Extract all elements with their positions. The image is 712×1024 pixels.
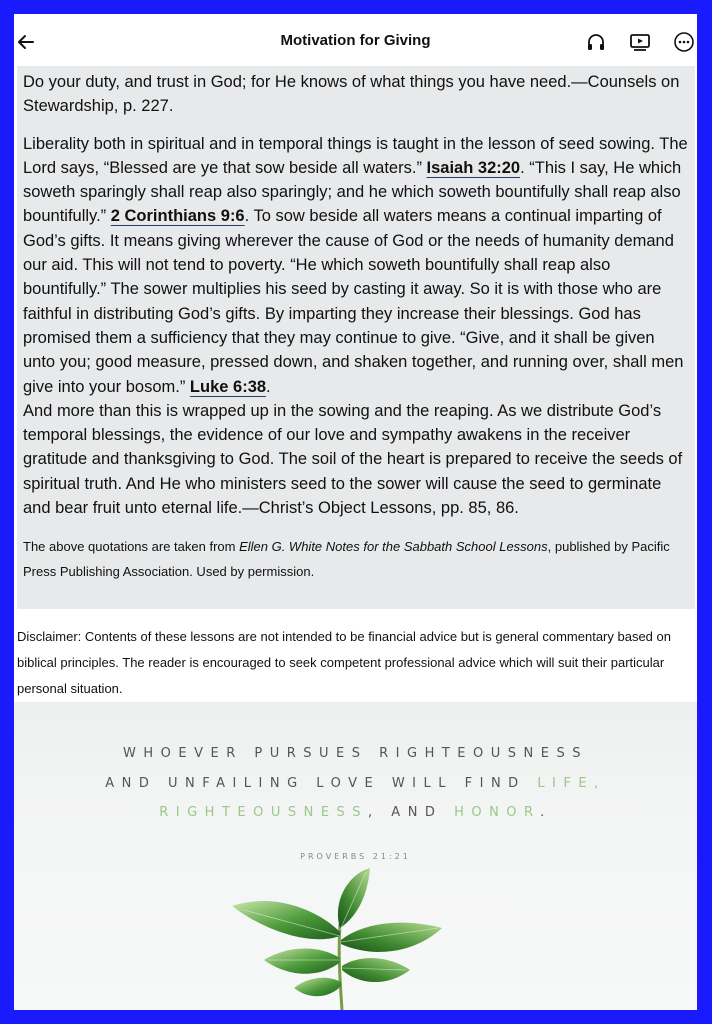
play-video-icon	[629, 32, 651, 52]
scripture-link-isaiah[interactable]: Isaiah 32:20	[426, 158, 521, 177]
app-window	[14, 14, 697, 1010]
page-title: Motivation for Giving	[280, 32, 431, 49]
video-button[interactable]	[627, 29, 653, 55]
poster-line-1: WHOEVER PURSUES RIGHTEOUSNESS	[123, 746, 588, 761]
headphones-icon	[586, 32, 606, 52]
poster-line-2: AND UNFAILING LOVE WILL FIND LIFE,	[105, 776, 606, 791]
lesson-content	[17, 66, 695, 609]
audio-button[interactable]	[583, 29, 609, 55]
plant-illustration	[214, 862, 454, 1010]
intro-paragraph: Do your duty, and trust in God; for He knows of what things you have need.—Counsels on Stewardship, p. 227.	[23, 73, 680, 116]
app-bar	[14, 14, 697, 70]
scripture-link-luke[interactable]: Luke 6:38	[189, 377, 267, 396]
verse-poster-image	[14, 702, 697, 1010]
poster-line-3: RIGHTEOUSNESS, AND HONOR.	[159, 805, 552, 820]
disclaimer-text: Disclaimer: Contents of these lessons are not intended to be financial advice but is general commentary based on biblical principles. The reader is encouraged to seek competent professional advice which will suit their particular personal situation.	[17, 629, 671, 696]
body-paragraph: Liberality both in spiritual and in temporal things is taught in the lesson of seed sowing. The Lord says, “Blessed are ye that sow beside all waters.” Isaiah 32:20. “This I say, He which soweth sparingly shall reap also sparingly; and he which soweth bountifully shall reap also bountifully.” 2 Corinthians 9:6. To sow beside all waters means a continual imparting of God’s gifts. It means giving wherever the cause of God or the needs of humanity demand our aid. This will not tend to poverty. “He which soweth bountifully shall reap also bountifully.” The sower multiplies his seed by casting it away. So it is with those who are faithful in distributing God’s gifts. By imparting they increase their blessings. God has promised them a sufficiency that they may continue to give. “Give, and it shall be given unto you; good measure, pressed down, and shaken together, and running over, shall men give into your bosom.” Luke 6:38.	[23, 134, 688, 396]
more-options-button[interactable]	[671, 29, 697, 55]
credit-note: The above quotations are taken from Ellen G. White Notes for the Sabbath School Lessons, published by Pacific Press Publishing Association. Used by permission.	[23, 539, 670, 580]
scripture-link-corinthians[interactable]: 2 Corinthians 9:6	[110, 207, 245, 226]
continuation-paragraph: And more than this is wrapped up in the sowing and the reaping. As we distribute God’s temporal blessings, the evidence of our love and sympathy awakens in the receiver gratitude and thanksgiving to God. The soil of the heart is prepared to receive the seeds of spiritual truth. And He who ministers seed to the sower will cause the seed to germinate and bear fruit unto eternal life.—Christ’s Object Lessons, pp. 85, 86.	[23, 401, 683, 518]
more-options-icon	[673, 31, 695, 53]
toolbar-actions	[583, 28, 697, 56]
poster-citation: PROVERBS 21:21	[300, 852, 411, 861]
